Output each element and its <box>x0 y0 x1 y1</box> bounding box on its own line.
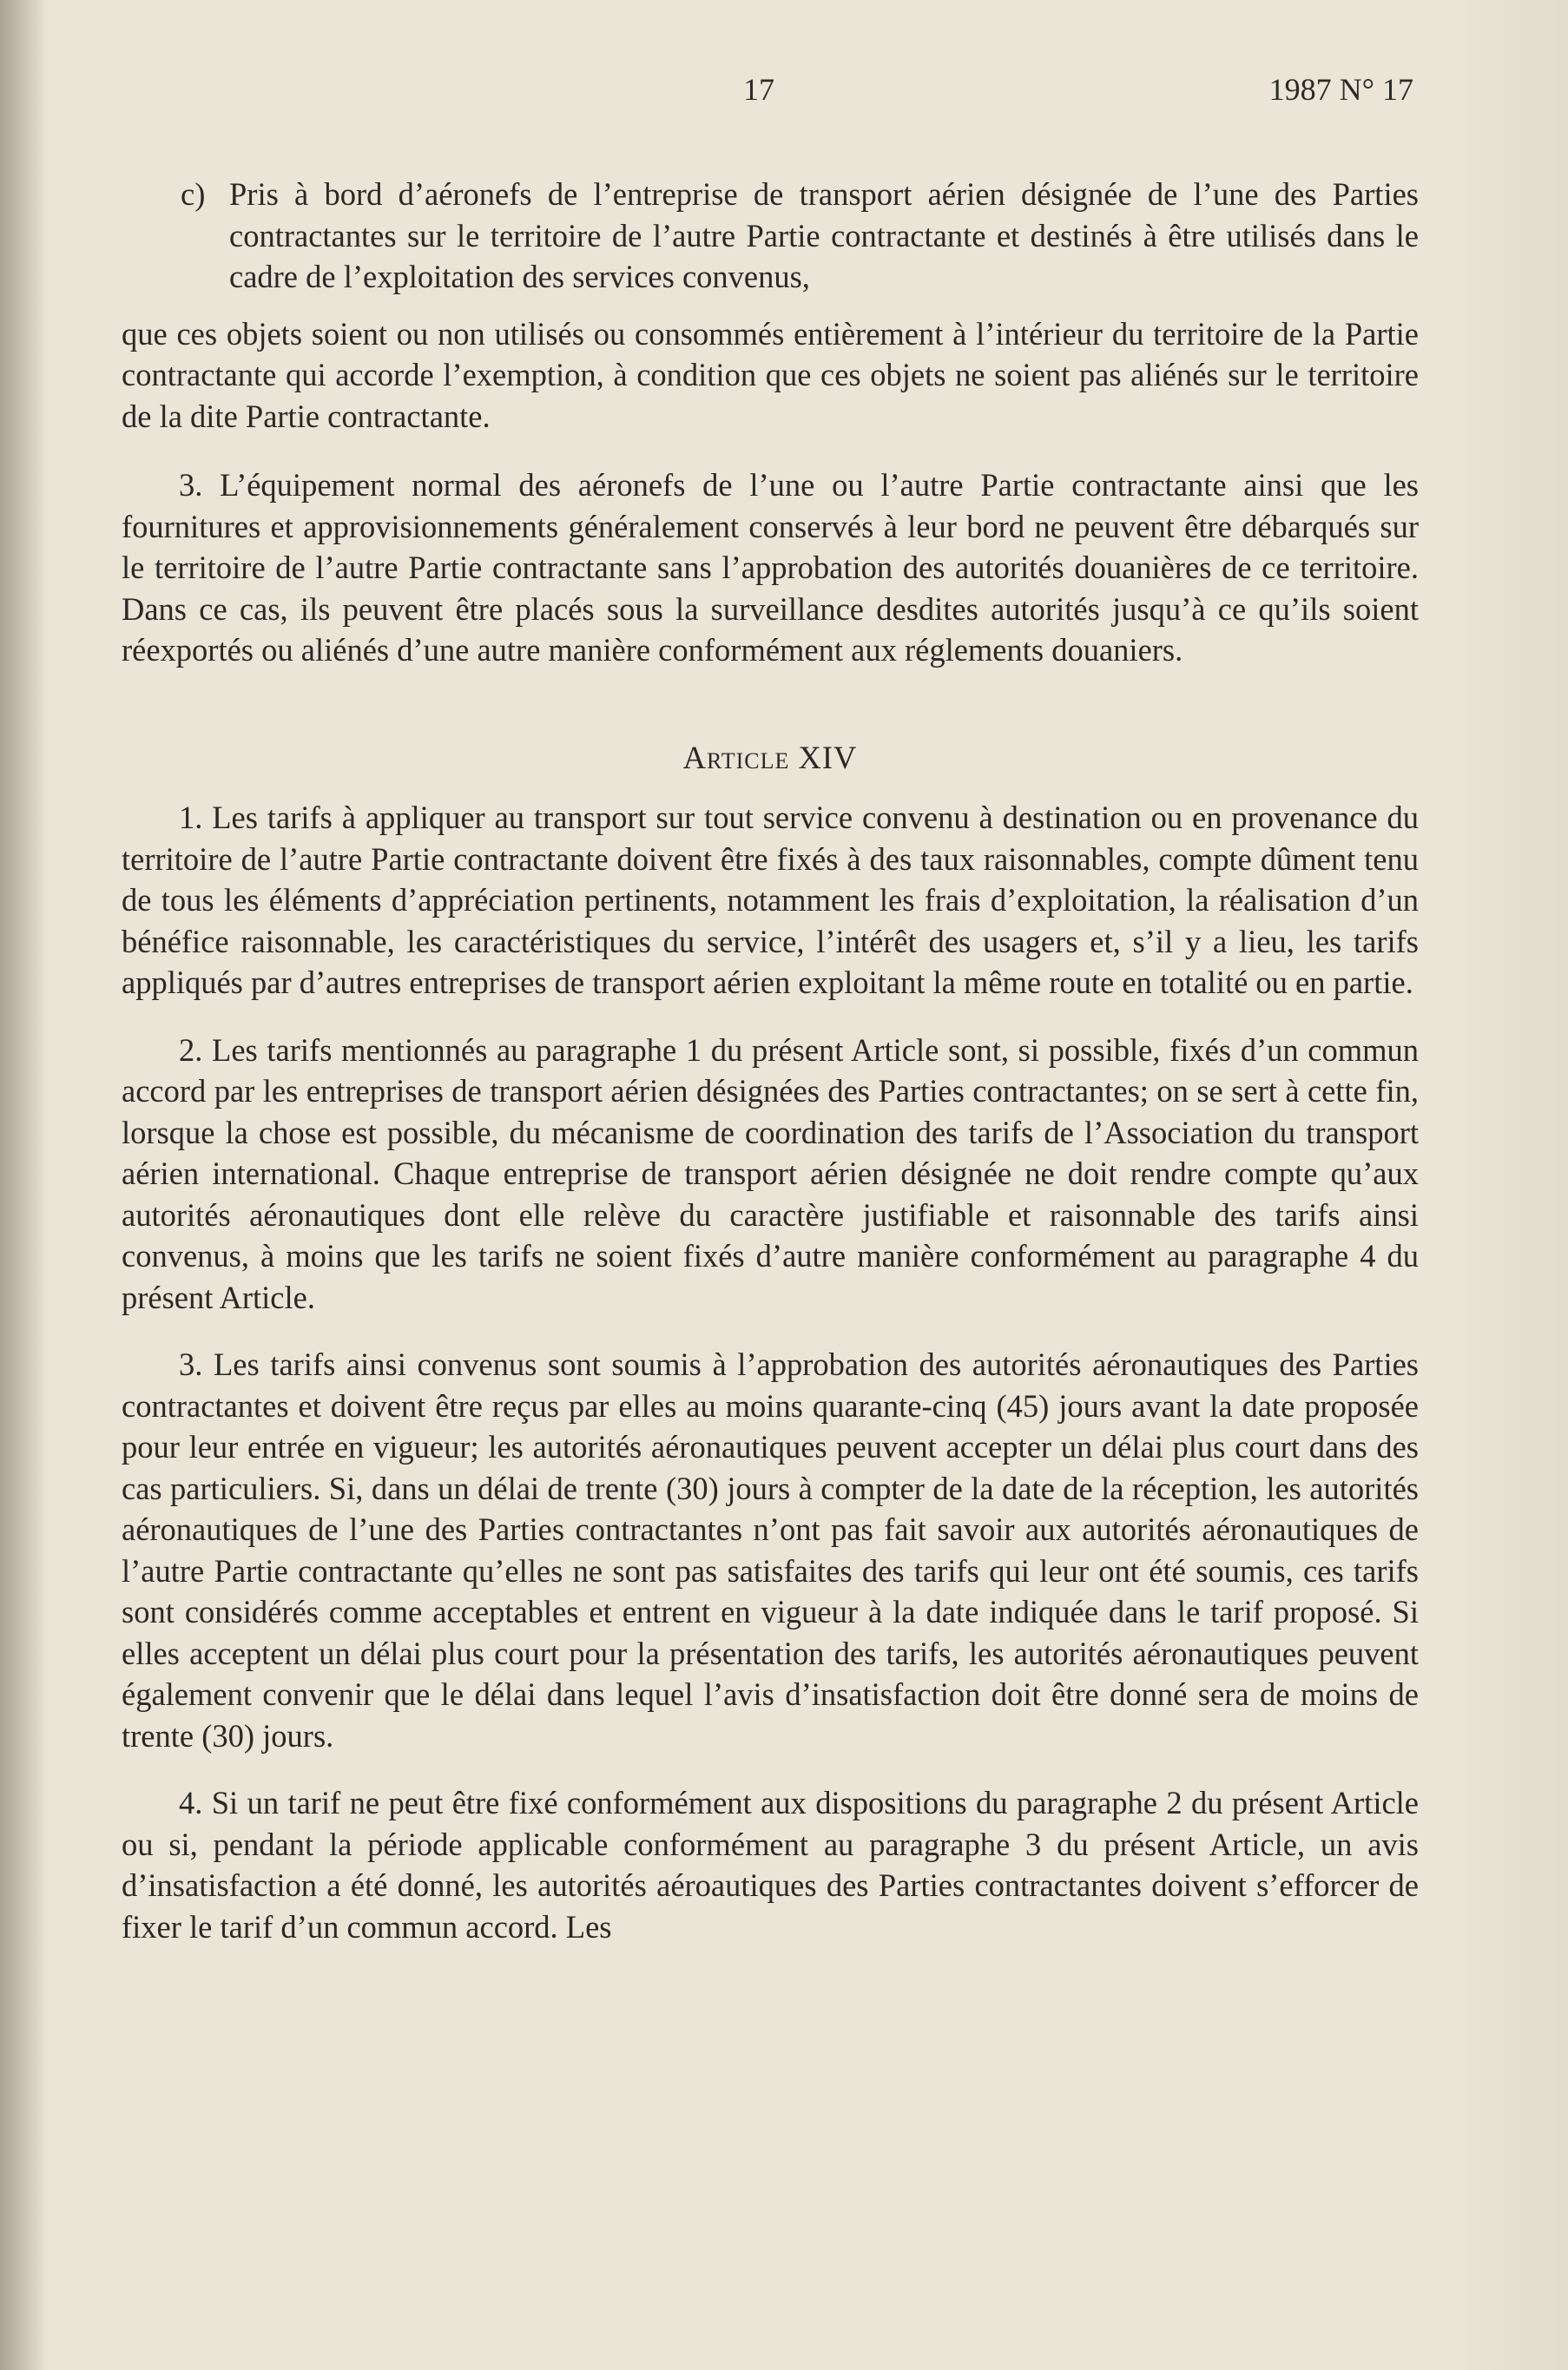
article-heading: Article XIV <box>682 739 858 775</box>
document-body <box>122 174 1419 1973</box>
article-14-paragraph-4: 4. Si un tarif ne peut être fixé conformément aux dispositions du paragraphe 2 du présent Article ou si, pendant la période applicable conformément au paragraphe 3 du présent Article, un avis d’insatisfaction a été donné, les autorités aéroautiques des Parties contractantes doivent s’efforcer de fixer le tarif d’un commun accord. Les <box>122 1785 1419 1945</box>
page-spine-shadow <box>0 0 48 2370</box>
paragraph-c-text: Pris à bord d’aéronefs de l’entreprise de transport aérien désignée de l’une des Parties contractantes sur le territoire de l’autre Partie contractante et destinés à être utilisés dans le cadre de l’exploitation des services convenus, <box>229 176 1419 294</box>
article-14-paragraph-3: 3. Les tarifs ainsi convenus sont soumis à l’approbation des autorités aéronautiques des Parties contractantes et doivent être reçus par elles au moins quarante-cinq (45) jours avant la date proposée pour leur entrée en vigueur; les autorités aéronautiques peuvent accepter un délai plus court dans des cas particuliers. Si, dans un délai de trente (30) jours à compter de la date de la réception, les autorités aéronautiques de l’une des Parties contractantes n’ont pas fait savoir aux autorités aéronautiques de l’autre Partie contractante qu’elles ne sont pas satisfaites des tarifs qui leur ont été soumis, ces tarifs sont considérés comme acceptables et entrent en vigueur à la date indiquée dans le tarif proposé. Si elles acceptent un délai plus court pour la présentation des tarifs, les autorités aéronautiques peuvent également convenir que le délai dans lequel l’avis d’insatisfaction doit être donné sera de moins de trente (30) jours. <box>122 1346 1419 1754</box>
page-number: 17 <box>743 72 774 107</box>
paragraph-c-label: c) <box>181 176 206 212</box>
paragraph-c-continuation: que ces objets soient ou non utilisés ou consommés entièrement à l’intérieur du territoire de la Partie contractante qui accorde l’exemption, à condition que ces objets ne soient pas aliénés sur le territoire de la dite Partie contractante. <box>122 315 1419 434</box>
page-header <box>0 71 1568 123</box>
journal-reference: 1987 N° 17 <box>1268 72 1413 107</box>
paragraph-3: 3. L’équipement normal des aéronefs de l’une ou l’autre Partie contractante ainsi que les fournitures et approvisionnements généralement conservés à leur bord ne peuvent être débarqués sur le territoire de l’autre Partie contractante sans l’approbation des autorités douanières de ce territoire. Dans ce cas, ils peuvent être placés sous la surveillance desdites autorités jusqu’à ce qu’ils soient réexportés ou aliénés d’une autre manière conformément aux réglements douaniers. <box>122 467 1419 668</box>
article-14-paragraph-1: 1. Les tarifs à appliquer au transport sur tout service convenu à destination ou en provenance du territoire de l’autre Partie contractante doivent être fixés à des taux raisonnables, compte dûment tenu de tous les éléments d’appréciation pertinents, notamment les frais d’exploitation, la réalisation d’un bénéfice raisonnable, les caractéristiques du service, l’intérêt des usagers et, s’il y a lieu, les tarifs appliqués par d’autres entreprises de transport aérien exploitant la même route en totalité ou en partie. <box>122 800 1419 1000</box>
article-14-paragraph-2: 2. Les tarifs mentionnés au paragraphe 1 du présent Article sont, si possible, fixés d’un commun accord par les entreprises de transport aérien désignées des Parties contractantes; on se sert à cette fin, lorsque la chose est possible, du mécanisme de coordination des tarifs de l’Association du transport aérien international. Chaque entreprise de transport aérien désignée ne doit rendre compte qu’aux autorités aéronautiques dont elle relève du caractère justifiable et raisonnable des tarifs ainsi convenus, à moins que les tarifs ne soient fixés d’autre manière conformément au paragraphe 4 du présent Article. <box>122 1031 1419 1315</box>
page-edge-shading <box>1446 0 1568 2370</box>
paragraph-c <box>122 174 1419 298</box>
